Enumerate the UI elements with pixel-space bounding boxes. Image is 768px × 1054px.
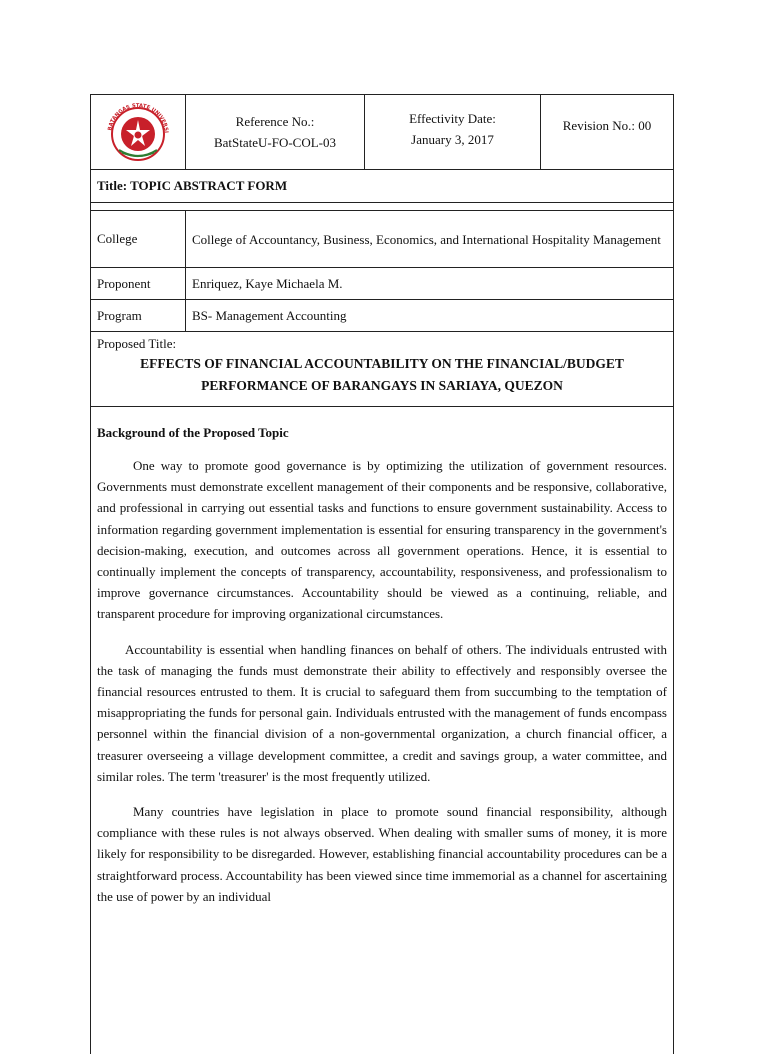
proponent-label: Proponent — [91, 268, 186, 299]
program-row — [91, 300, 673, 332]
svg-text:BATANGAS STATE UNIVERSITY: BATANGAS STATE UNIVERSI — [107, 102, 169, 134]
background-paragraph-3: Many countries have legislation in place to promote sound financial responsibility, although compliance with these rules is not always observed. When dealing with smaller sums of money, it is more likely for responsibility to be disregarded. However, establishing financial accountability procedures can be a straightforward process. Accountability has been viewed since time immemorial as a channel for ascertaining the use of power by an individual — [97, 804, 667, 904]
proposed-title-line-1: EFFECTS OF FINANCIAL ACCOUNTABILITY ON THE FINANCIAL/BUDGET — [140, 356, 624, 371]
divider — [91, 203, 673, 211]
topic-abstract-form — [90, 94, 674, 1054]
college-row — [91, 211, 673, 268]
form-title: Title: TOPIC ABSTRACT FORM — [91, 170, 673, 203]
effectivity-label: Effectivity Date: — [409, 111, 496, 126]
proposed-title-line-2: PERFORMANCE OF BARANGAYS IN SARIAYA, QUEZON — [201, 378, 563, 393]
effectivity-cell — [365, 95, 541, 169]
program-value: BS- Management Accounting — [192, 308, 347, 323]
logo-cell — [91, 95, 186, 169]
background-section — [91, 407, 673, 907]
reference-cell — [186, 95, 365, 169]
background-paragraph-1: One way to promote good governance is by optimizing the utilization of government resources. Governments must demonstrate excellent management of their components and be responsive, collaborative, and professional in carrying out essential tasks and functions to ensure government sustainability. Access to information regarding government implementation is essential for ensuring transparency in the government's decision-making, execution, and outcomes across all government operations. Hence, it is essential to continually implement the concepts of transparency, accountability, responsiveness, and professionalism to improve governance circumstances. Accountability should be viewed as a continuing, reliable, and transparent procedure for improving organizational circumstances. — [97, 458, 667, 622]
proponent-value: Enriquez, Kaye Michaela M. — [192, 276, 343, 291]
college-label: College — [91, 211, 186, 267]
university-seal-icon — [99, 100, 177, 164]
proposed-title-label: Proposed Title: — [97, 336, 177, 351]
background-paragraph-2: Accountability is essential when handling finances on behalf of others. The individuals entrusted with the task of managing the funds must demonstrate their ability to effectively and responsibly oversee the financial resources entrusted to them. It is crucial to safeguard them from succumbing to the temptation of misappropriating the funds for personal gain. Individuals entrusted with the management of funds encompass personnel within the financial division of a non-governmental organization, a church financial officer, a treasurer overseeing a village development committee, a credit and savings group, a water committee, and similar roles. The term 'treasurer' is the most frequently utilized. — [97, 641, 667, 784]
reference-value: BatStateU-FO-COL-03 — [213, 135, 337, 150]
college-value: College of Accountancy, Business, Economics, and International Hospitality Management — [192, 231, 661, 247]
proponent-row — [91, 268, 673, 300]
form-header — [91, 95, 673, 170]
proposed-title-section — [91, 332, 673, 407]
background-heading: Background of the Proposed Topic — [97, 425, 289, 440]
reference-label: Reference No.: — [235, 114, 315, 129]
effectivity-value: January 3, 2017 — [411, 132, 494, 147]
revision-number: Revision No.: 00 — [562, 118, 652, 133]
revision-cell — [541, 95, 673, 169]
program-label: Program — [91, 300, 186, 331]
